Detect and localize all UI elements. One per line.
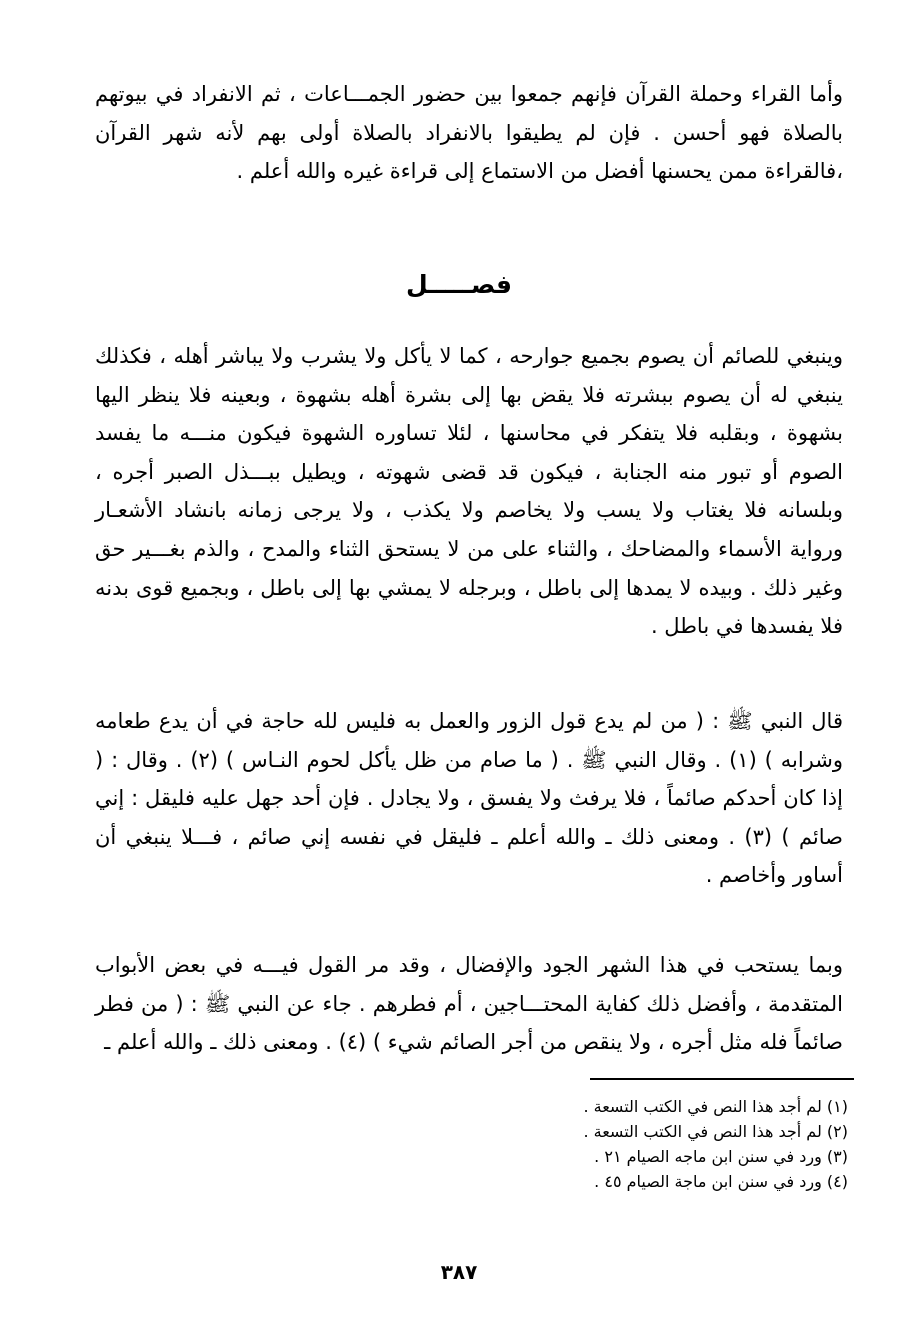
paragraph-text: وينبغي للصائم أن يصوم بجميع جوارحه ، كما لا يأكل ولا يشرب ولا يباشر أهله ، فكذلك ينبغي له أن يصوم ببشرته فلا يقض بها إلى بشرة أهله بشهوة ، وبعينه فلا ينظر اليها بشهوة ، وبقلبه فلا يتفكر في محاسنها ، لئلا تساوره الشهوة فيكون منـــه ما يفسد الصوم أو تبور منه الجنابة ، فيكون قد قضى شهوته ، ويطيل ببـــذل الصبر أجره ، وبلسانه فلا يغتاب ولا يسب ولا يخاصم ولا يكذب ، ولا يرجى زمانه بانشاد الأشعـار ورواية الأسماء والمضاحك ، والثناء على من لا يستحق الثناء والمدح ، والذم بغـــير حق وغير ذلك . وبيده لا يمدها إلى باطل ، وبرجله لا يمشي بها إلى باطل ، وبجميع قوى بدنه فلا يفسدها في باطل . — [95, 344, 843, 639]
footnote-item: (١) لم أجد هذا النص في الكتب التسعة . — [583, 1097, 848, 1116]
paragraph-hadith — [95, 702, 843, 895]
paragraph-fasting-limbs — [95, 337, 843, 646]
footnote-separator — [590, 1078, 854, 1080]
footnotes — [300, 1094, 848, 1194]
paragraph-text: وأما القراء وحملة القرآن فإنهم جمعوا بين حضور الجمـــاعات ، ثم الانفراد في بيوتهم بالصلاة فهو أحسن . فإن لم يطيقوا بالانفراد بالصلاة أولى بهم لأنه شهر القرآن ،فالقراءة ممن يحسنها أفضل من الاستماع إلى قراءة غيره والله أعلم . — [95, 82, 843, 184]
paragraph-generosity — [95, 946, 843, 1062]
footnote-item: (٢) لم أجد هذا النص في الكتب التسعة . — [583, 1122, 848, 1141]
footnote-item: (٤) ورد في سنن ابن ماجة الصيام ٤٥ . — [594, 1172, 848, 1191]
paragraph-text: وبما يستحب في هذا الشهر الجود والإفضال ، وقد مر القول فيـــه في بعض الأبواب المتقدمة ، وأفضل ذلك كفاية المحتـــاجين ، أم فطرهم . جاء عن النبي ﷺ : ( من فطر صائماً فله مثل أجره ، ولا ينقص من أجر الصائم شيء ) (٤) . ومعنى ذلك ـ والله أعلم ـ — [95, 953, 843, 1055]
paragraph-qurra — [95, 75, 843, 191]
section-heading: فصـــــل — [405, 270, 513, 299]
paragraph-text: قال النبي ﷺ : ( من لم يدع قول الزور والعمل به فليس لله حاجة في أن يدع طعامه وشرابه ) (١) . وقال النبي ﷺ . ( ما صام من ظل يأكل لحوم النـاس ) (٢) . وقال : ( إذا كان أحدكم صائماً ، فلا يرفث ولا يفسق ، ولا يجادل . فإن أحد جهل عليه فليقل : إني صائم ) (٣) . ومعنى ذلك ـ والله أعلم ـ فليقل في نفسه إني صائم ، فـــلا ينبغي أن أساور وأخاصم . — [95, 709, 843, 888]
footnote-item: (٣) ورد في سنن ابن ماجه الصيام ٢١ . — [594, 1147, 848, 1166]
page-number: ٣٨٧ — [440, 1260, 478, 1284]
